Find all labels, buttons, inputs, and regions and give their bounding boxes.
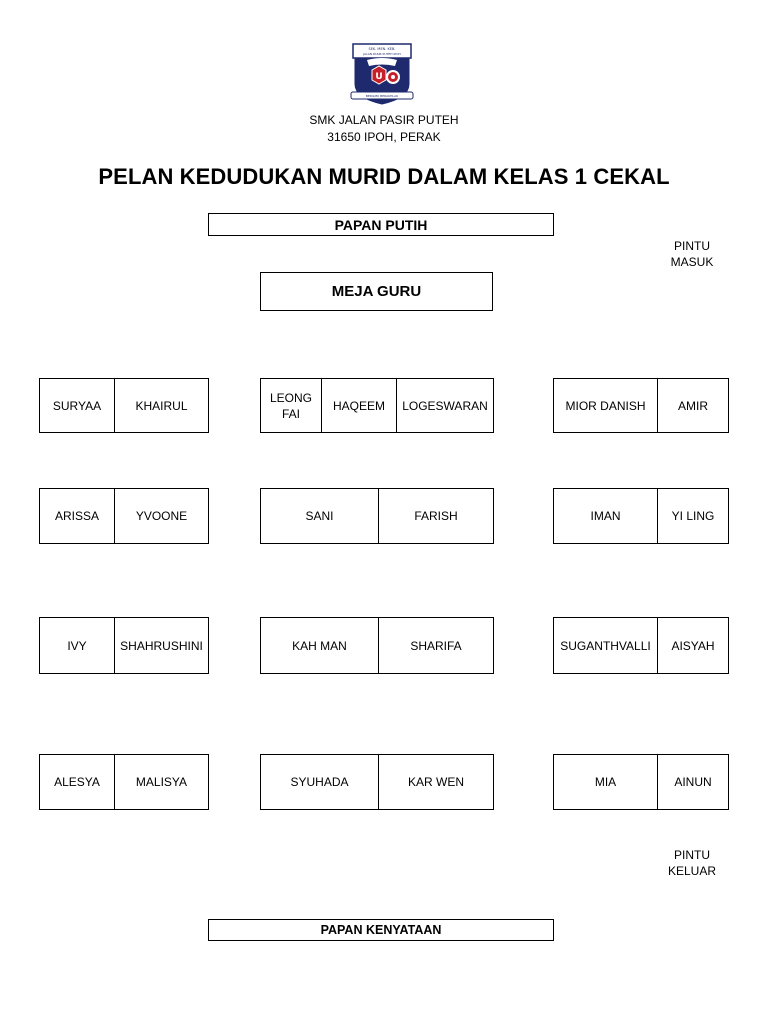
- desk-row1-left: [39, 378, 209, 433]
- exit-door-line1: PINTU: [674, 848, 710, 862]
- desk-row1-right: [553, 378, 729, 433]
- exit-door-line2: KELUAR: [667, 864, 717, 878]
- seat: AINUN: [657, 755, 728, 809]
- school-name: SMK JALAN PASIR PUTEH: [309, 113, 459, 127]
- seat: SUGANTHVALLI: [560, 638, 651, 653]
- seat: KAR WEN: [378, 755, 493, 809]
- seat: IMAN: [590, 509, 621, 523]
- seat: ARISSA: [54, 509, 99, 523]
- desk-row2-left: [39, 488, 209, 544]
- seat: SYUHADA: [290, 775, 349, 789]
- seat: AISYAH: [657, 618, 728, 673]
- entrance-door-label: [657, 238, 727, 270]
- seat: ALESYA: [54, 775, 100, 789]
- desk-row2-right: [553, 488, 729, 544]
- seat: KHAIRUL: [114, 379, 208, 432]
- exit-door-label: [657, 847, 727, 879]
- seat: YVOONE: [114, 489, 208, 543]
- seat: MALISYA: [114, 755, 208, 809]
- seat: MIOR DANISH: [565, 398, 646, 413]
- seat: SANI: [305, 509, 334, 523]
- seat: YI LING: [657, 489, 728, 543]
- desk-row2-middle: [260, 488, 494, 544]
- seat: MIA: [594, 775, 617, 789]
- seat: SHAHRUSHINI: [114, 618, 208, 673]
- seat: HAQEEM: [321, 379, 396, 432]
- entrance-door-line2: MASUK: [670, 255, 714, 269]
- seat: LOGESWARAN: [396, 379, 493, 432]
- school-header: [234, 112, 534, 146]
- svg-text:SEK. MEN. KEB.: SEK. MEN. KEB.: [368, 47, 396, 51]
- seat: KAH MAN: [292, 638, 347, 653]
- desk-row3-left: [39, 617, 209, 674]
- desk-row4-right: [553, 754, 729, 810]
- teacher-desk: MEJA GURU: [260, 272, 493, 311]
- desk-row3-middle: [260, 617, 494, 674]
- whiteboard-label: PAPAN PUTIH: [208, 213, 554, 236]
- desk-row4-left: [39, 754, 209, 810]
- seat: LEONG FAI: [269, 390, 312, 421]
- svg-text:U: U: [375, 72, 383, 82]
- desk-row4-middle: [260, 754, 494, 810]
- seat: AMIR: [657, 379, 728, 432]
- seat: SURYAA: [52, 398, 102, 413]
- svg-text:BERILMU BERAKHLAK: BERILMU BERAKHLAK: [365, 94, 399, 98]
- school-address: 31650 IPOH, PERAK: [327, 130, 441, 144]
- notice-board-label: PAPAN KENYATAAN: [208, 919, 554, 941]
- seat: IVY: [67, 638, 87, 653]
- desk-row1-middle: [260, 378, 494, 433]
- school-crest-logo: [349, 42, 415, 108]
- seat: SHARIFA: [378, 618, 493, 673]
- seat: FARISH: [378, 489, 493, 543]
- desk-row3-right: [553, 617, 729, 674]
- entrance-door-line1: PINTU: [674, 239, 710, 253]
- svg-text:JALAN PASIR PUTEH IPOH: JALAN PASIR PUTEH IPOH: [363, 52, 401, 56]
- page-title: PELAN KEDUDUKAN MURID DALAM KELAS 1 CEKAL: [98, 164, 670, 189]
